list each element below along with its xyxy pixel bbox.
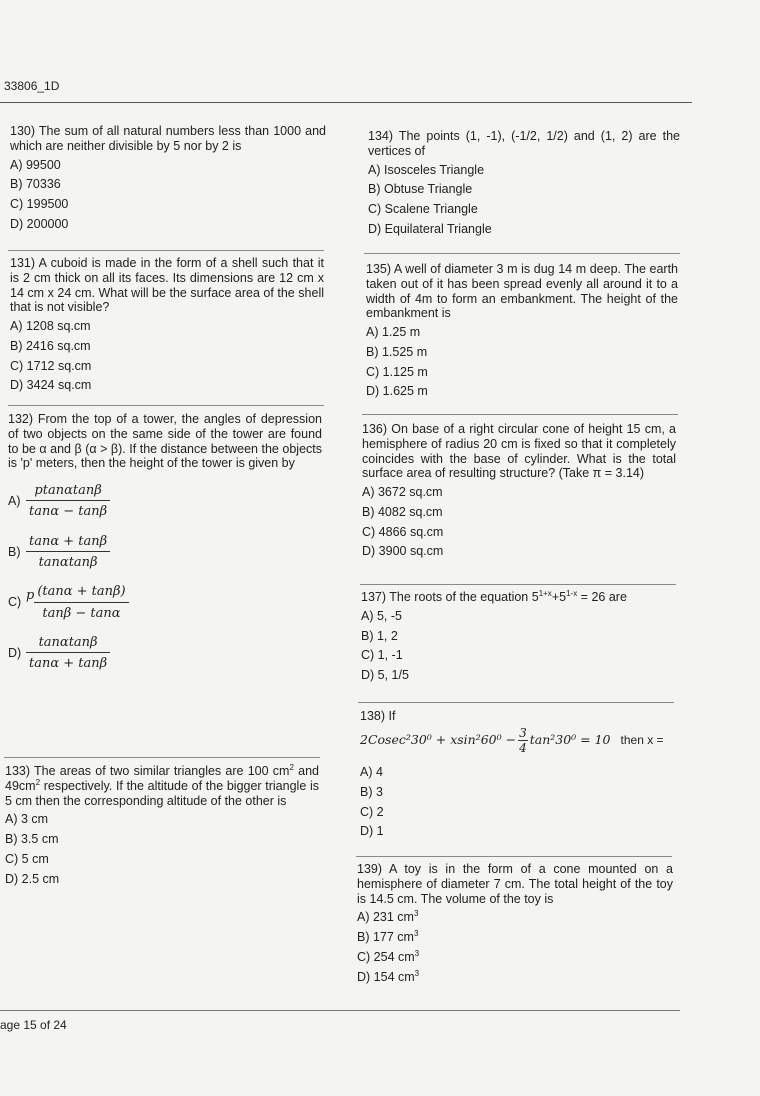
- option-b: B) 3: [360, 784, 383, 799]
- option-c: C) Scalene Triangle: [368, 202, 478, 216]
- option-d: D) 200000: [10, 216, 69, 231]
- option-text: B) 177 cm: [357, 930, 414, 944]
- option-b: B) 1.525 m: [366, 344, 428, 359]
- option-b: B) 2416 sq.cm: [10, 338, 91, 353]
- text-part: 137) The roots of the equation 5: [361, 590, 539, 604]
- paper-code: 33806_1D: [4, 79, 60, 93]
- question-138: [360, 709, 676, 844]
- denominator: 4: [519, 740, 527, 755]
- separator: [8, 405, 324, 406]
- numerator: (tanα + tanβ): [34, 584, 128, 602]
- fraction: [26, 483, 110, 520]
- page-number: age 15 of 24: [0, 1018, 67, 1032]
- superscript: 3: [413, 929, 419, 938]
- superscript: 1+x: [538, 589, 552, 598]
- denominator: tanα + tanβ: [29, 656, 108, 672]
- separator: [364, 253, 680, 254]
- question-137: [361, 590, 675, 688]
- text-part: 133) The areas of two similar triangles are 100 cm: [5, 764, 290, 778]
- option-b: B) Obtuse Triangle: [368, 182, 473, 197]
- option-c: C) 1712 sq.cm: [10, 358, 92, 373]
- option-a: A) 99500: [10, 157, 61, 172]
- superscript: 3: [414, 968, 420, 978]
- question-131: [10, 256, 324, 398]
- option-label: A): [8, 493, 21, 508]
- separator: [4, 757, 320, 758]
- option-b: [357, 930, 673, 945]
- option-c: C) 1.125 m: [366, 364, 428, 379]
- option-d: D) 5, 1/5: [361, 668, 409, 682]
- option-text: C) 254 cm: [357, 949, 415, 964]
- separator: [356, 856, 672, 857]
- option-c: [357, 950, 673, 965]
- option-prefix: p: [26, 588, 35, 604]
- option-a: A) Isosceles Triangle: [368, 162, 485, 177]
- equation-tail: then x =: [620, 733, 664, 748]
- option-label: D): [8, 645, 22, 660]
- option-d: D) 3424 sq.cm: [10, 378, 92, 393]
- question-text: [361, 590, 675, 605]
- superscript: 1-x: [566, 589, 578, 598]
- superscript: 2: [289, 763, 294, 772]
- question-text: 138) If: [360, 709, 396, 723]
- option-a: [357, 910, 673, 925]
- option-b: B) 3.5 cm: [5, 832, 59, 846]
- option-d: [357, 970, 673, 985]
- option-c: C) 5 cm: [5, 851, 49, 866]
- option-c: C) 1, -1: [361, 648, 403, 663]
- denominator: tanα − tanβ: [29, 504, 108, 520]
- option-text: D) 154 cm: [357, 969, 415, 984]
- separator: [8, 250, 324, 251]
- text-part: = 26 are: [577, 590, 627, 604]
- question-text: 130) The sum of all natural numbers less than 1000 and which are neither divisible by 5 nor by 2 is: [10, 124, 326, 153]
- footer-rule: [0, 1010, 680, 1011]
- numerator: tanα + tanβ: [26, 534, 110, 552]
- option-c: C) 4866 sq.cm: [362, 524, 444, 539]
- equation-left: 2Cosec²30⁰ + xsin²60⁰ −: [360, 732, 517, 748]
- option-b: B) 1, 2: [361, 628, 398, 643]
- option-a: A) 5, -5: [361, 608, 402, 623]
- question-132: [8, 412, 322, 686]
- numerator: 3: [519, 725, 527, 740]
- fraction: [26, 534, 110, 571]
- separator: [358, 702, 674, 703]
- superscript: 2: [35, 777, 41, 787]
- option-d: D) Equilateral Triangle: [368, 221, 492, 236]
- superscript: 3: [414, 948, 420, 958]
- numerator: tanαtanβ: [26, 635, 110, 653]
- denominator: tanβ − tanα: [42, 605, 121, 621]
- option-c: C) 2: [360, 804, 384, 819]
- fraction: [518, 726, 528, 755]
- question-135: [366, 262, 678, 404]
- denominator: tanαtanβ: [38, 554, 98, 570]
- separator: [360, 584, 676, 585]
- equation-right: tan²30⁰ = 10: [529, 732, 611, 748]
- question-text: 134) The points (1, -1), (-1/2, 1/2) and (1, 2) are the vertices of: [368, 129, 680, 158]
- question-text: 135) A well of diameter 3 m is dug 14 m deep. The earth taken out of it has been spread evenly all around it to a width of 4m to form an embankment. The height of the embankment is: [366, 262, 678, 321]
- option-b: B) 4082 sq.cm: [362, 504, 443, 519]
- option-c: C) 199500: [10, 197, 69, 211]
- option-a: A) 3 cm: [5, 812, 49, 827]
- superscript: 3: [413, 909, 419, 919]
- question-text: 136) On base of a right circular cone of height 15 cm, a hemisphere of radius 20 cm is fixed so that it completely coincides with the base of cylinder. What is the total surface area of resulting structure? (Take π = 3.14): [362, 422, 676, 481]
- separator: [362, 414, 678, 415]
- option-d: D) 2.5 cm: [5, 871, 60, 886]
- option-a: [8, 483, 322, 520]
- question-text: 139) A toy is in the form of a cone mounted on a hemisphere of diameter 7 cm. The total height of the toy is 14.5 cm. The volume of the toy is: [357, 862, 673, 906]
- fraction: [34, 584, 128, 621]
- question-130: [10, 124, 326, 237]
- question-text: [5, 764, 319, 808]
- numerator: ptanαtanβ: [26, 483, 110, 501]
- option-a: A) 1208 sq.cm: [10, 319, 91, 333]
- equation: [360, 726, 676, 755]
- option-d: D) 1: [360, 824, 384, 839]
- option-a: A) 1.25 m: [366, 325, 421, 339]
- question-text: 131) A cuboid is made in the form of a shell such that it is 2 cm thick on all its faces. Its dimensions are 12 cm x 14 cm x 24 cm. What will be the surface area of the shell that is not visible?: [10, 256, 324, 315]
- option-d: D) 3900 sq.cm: [362, 544, 444, 559]
- fraction: [26, 635, 110, 672]
- option-d: D) 1.625 m: [366, 384, 428, 399]
- question-134: [368, 129, 680, 242]
- option-c: [8, 584, 322, 621]
- text-part: respectively. If the altitude of the bigger triangle is 5 cm then the corresponding altitude of the other is: [5, 778, 319, 808]
- question-text: 132) From the top of a tower, the angles of depression of two objects on the same side of the tower are found to be α and β (α > β). If the distance between the objects is 'p' meters, then the height of the tower is given by: [8, 412, 322, 471]
- option-a: A) 3672 sq.cm: [362, 485, 443, 499]
- question-136: [362, 422, 676, 564]
- text-part: +5: [551, 590, 567, 604]
- option-b: B) 70336: [10, 177, 61, 192]
- question-139: [357, 862, 673, 989]
- option-text: A) 231 cm: [357, 910, 414, 925]
- option-a: A) 4: [360, 765, 383, 780]
- option-label: B): [8, 544, 21, 559]
- option-d: [8, 635, 322, 672]
- question-133: [5, 764, 319, 891]
- option-label: C): [8, 595, 22, 610]
- header-rule: [0, 102, 692, 103]
- text-part: and 49cm: [5, 764, 319, 793]
- option-b: [8, 534, 322, 571]
